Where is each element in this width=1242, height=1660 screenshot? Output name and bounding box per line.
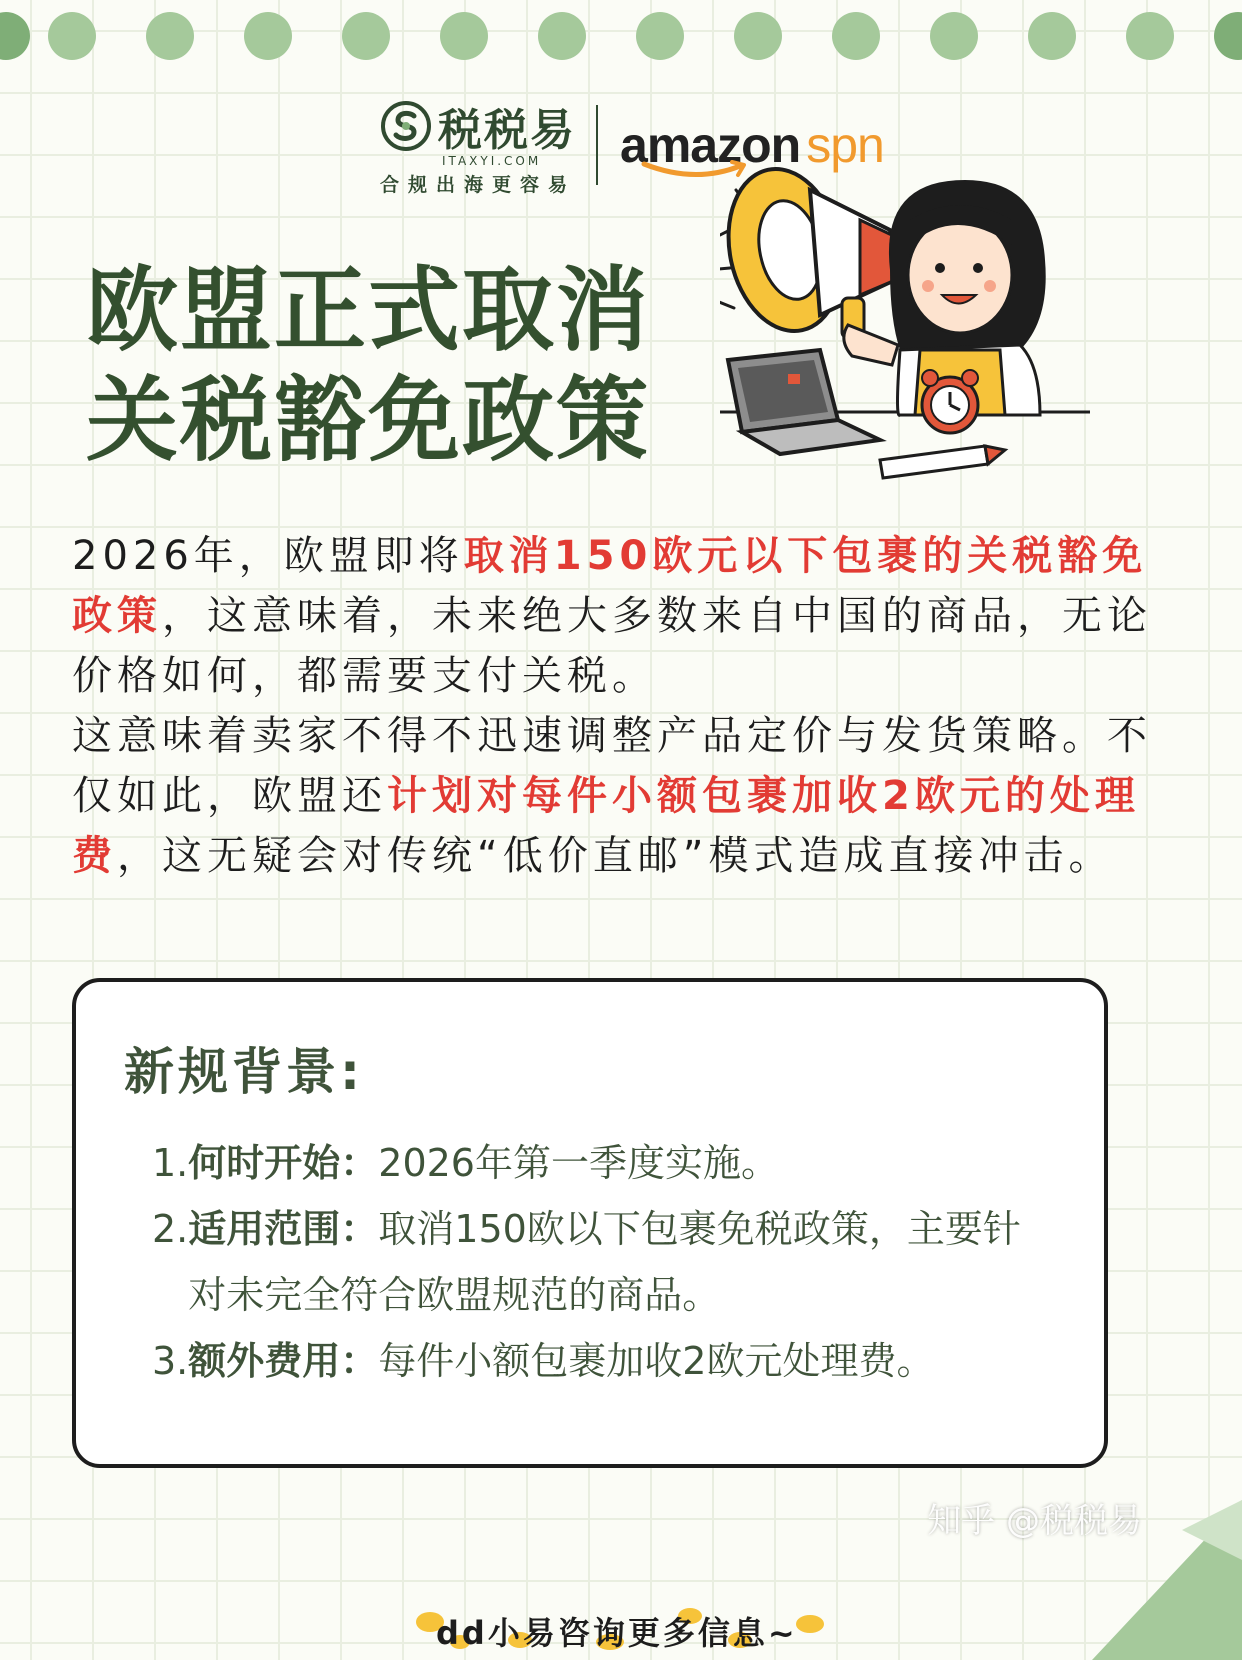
brand-domain: ITAXYI.COM [442,153,542,168]
binder-dot [636,12,684,60]
title-line-1: 欧盟正式取消 [86,257,651,364]
item-number: 1. [152,1141,189,1185]
footer-cta [400,1596,840,1656]
paragraph-1-text-a: 2026年，欧盟即将 [72,533,464,579]
list-item [152,1328,1052,1394]
megaphone-icon [720,158,900,341]
watermark: 知乎 @税税易 [927,1501,1142,1541]
item-value: 2026年第一季度实施。 [378,1141,779,1185]
partner-name: amazon [620,117,801,173]
brand-slogan: 合规出海更容易 [380,173,577,196]
binder-dot [244,12,292,60]
item-number: 3. [152,1339,189,1383]
binder-dot [48,12,96,60]
binder-dot [538,12,586,60]
title-line-2: 关税豁免政策 [86,367,651,474]
paragraph-1-highlight: 取消150欧元以下包裹的关税豁免政策 [72,533,1148,639]
binder-dots [0,0,1242,80]
item-content [188,1130,1052,1196]
item-value: 每件小额包裹加收2欧元处理费。 [378,1339,935,1383]
paragraph-2-highlight: 计划对每件小额包裹加收2欧元的处理费 [72,773,1140,879]
binder-dot [734,12,782,60]
alarm-clock-icon [922,370,978,433]
binder-dot [342,12,390,60]
item-content [188,1328,1052,1394]
item-key: 何时开始： [188,1141,379,1185]
intro-paragraph [72,526,1172,886]
background-heading: 新规背景: [124,1043,364,1101]
pen-icon [880,446,1005,478]
background-list [152,1130,1052,1394]
binder-dot [440,12,488,60]
binder-dot [1126,12,1174,60]
binder-dot [0,12,30,60]
list-item [152,1130,1052,1196]
laptop-icon [728,350,880,454]
binder-dot [930,12,978,60]
item-number: 2. [152,1207,189,1251]
item-value: 取消150欧以下包裹免税政策，主要针对未完全符合欧盟规范的商品。 [188,1207,1021,1317]
paragraph-1 [72,526,1172,706]
item-content [188,1196,1052,1328]
page-title [86,256,650,476]
binder-dot [832,12,880,60]
megaphone-girl-illustration [720,150,1140,510]
brand-name: 税税易 [438,104,576,156]
paragraph-1-text-b: ，这意味着，未来绝大多数来自中国的商品，无论价格如何，都需要支付关税。 [72,593,1152,699]
binder-dot [1028,12,1076,60]
item-key: 适用范围： [188,1207,379,1251]
background-card [72,978,1108,1468]
paragraph-2 [72,706,1172,886]
paragraph-2-text-b: ，这无疑会对传统“低价直邮”模式造成直接冲击。 [117,833,1114,879]
brand-logo [380,94,576,197]
logo-divider [596,105,598,185]
list-item [152,1196,1052,1328]
footer-text: dd小易咨询更多信息~ [436,1614,798,1652]
partner-suffix: spn [806,117,884,173]
item-key: 额外费用： [188,1339,379,1383]
binder-dot [146,12,194,60]
s-logo-icon [380,100,432,152]
binder-dot [1214,12,1242,60]
paragraph-2-text-a: 这意味着卖家不得不迅速调整产品定价与发货策略。不仅如此，欧盟还 [72,713,1152,819]
